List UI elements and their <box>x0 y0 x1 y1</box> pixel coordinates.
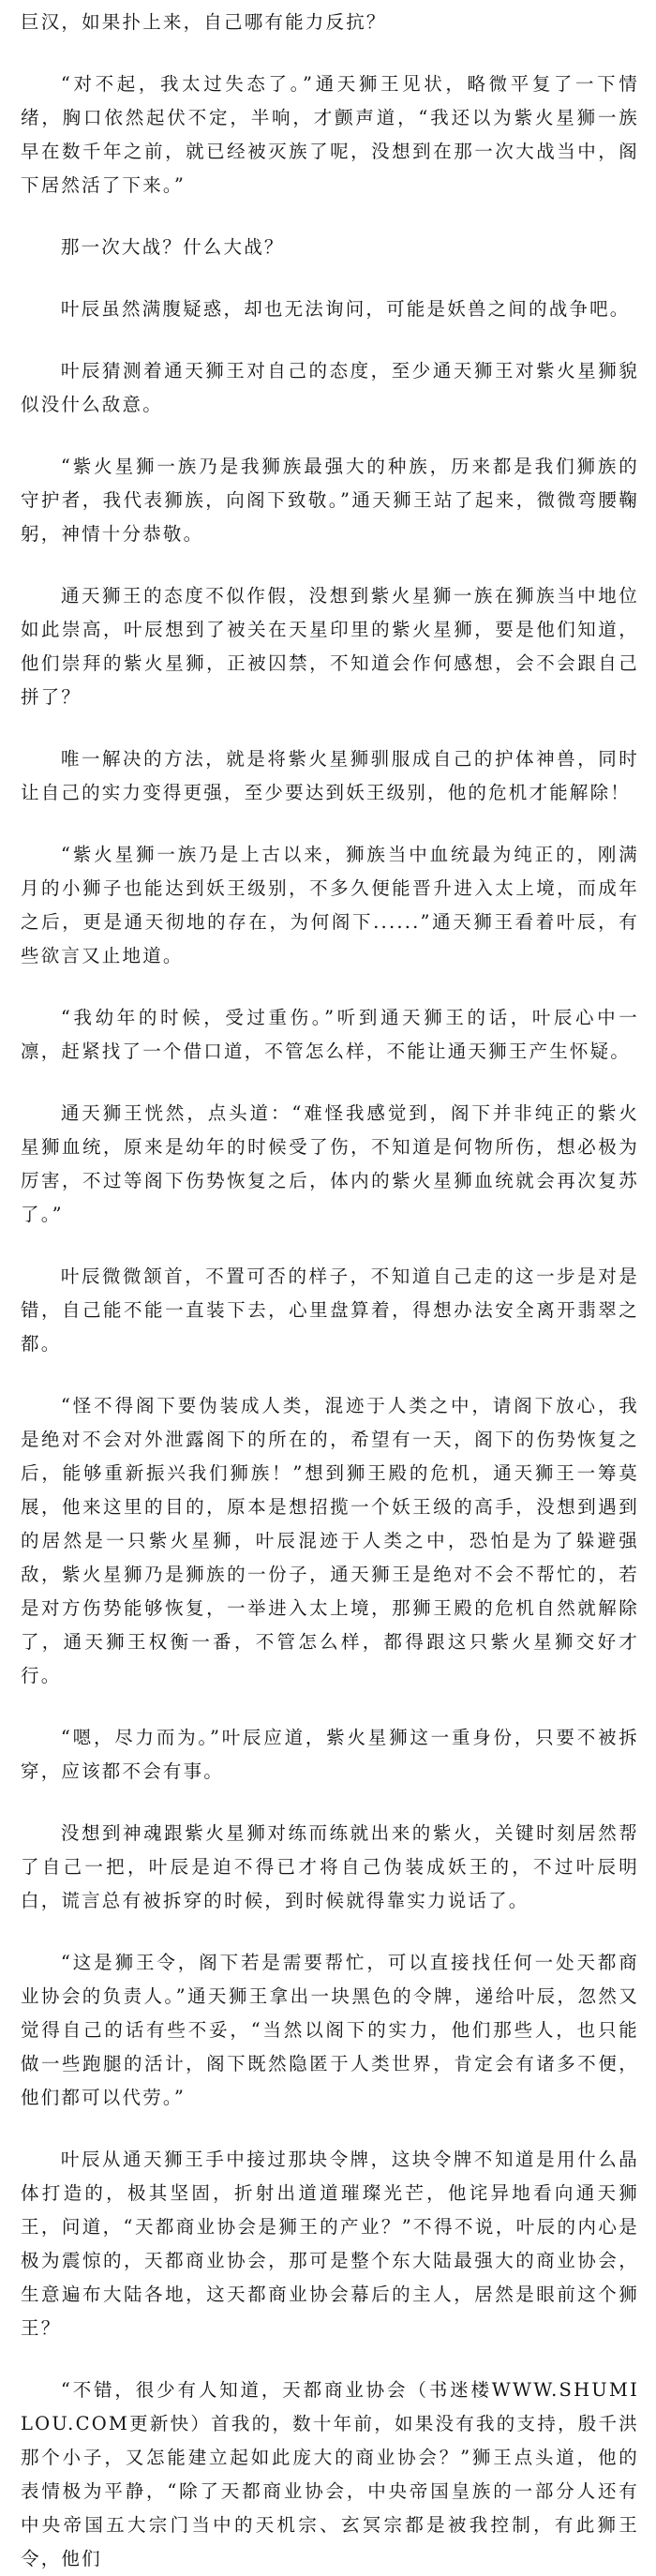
paragraph: “不错，很少有人知道，天都商业协会（书迷楼WWW.SHUMILOU.COM更新快）首我的，数十年前，如果没有我的支持，殷千洪那个小子，又怎能建立起如此庞大的商业协会？”狮王点头道，他的表情极为平静，“除了天都商业协会，中央帝国皇族的一部分人还有中央帝国五大宗门当中的天机宗、玄冥宗都是被我控制，有此狮王令，他们 <box>21 2379 639 2569</box>
paragraph: “对不起，我太过失态了。”通天狮王见状，略微平复了一下情绪，胸口依然起伏不定，半响，才颤声道，“我还以为紫火星狮一族早在数千年之前，就已经被灭族了呢，没想到在那一次大战当中，阁下居然活了下来。” <box>21 73 639 196</box>
paragraph-gap <box>21 1918 639 1946</box>
paragraph-gap <box>21 714 639 742</box>
paragraph: 通天狮王恍然，点头道：“难怪我感觉到，阁下并非纯正的紫火星狮血统，原来是幼年的时候受了伤，不知道是何物所伤，想必极为厉害，不过等阁下伤势恢复之后，体内的紫火星狮血统就会再次复苏了。” <box>21 1102 639 1225</box>
paragraph-gap <box>21 973 639 1001</box>
paragraph-gap <box>21 1361 639 1389</box>
paragraph-gap <box>21 2345 639 2374</box>
paragraph: 叶辰猜测着通天狮王对自己的态度，至少通天狮王对紫火星狮貌似没什么敌意。 <box>21 360 639 415</box>
paragraph: 唯一解决的方法，就是将紫火星狮驯服成自己的护体神兽，同时让自己的实力变得更强，至少要达到妖王级别，他的危机才能解除！ <box>21 748 639 803</box>
paragraph: “嗯，尽力而为。”叶辰应道，紫火星狮这一重身份，只要不被拆穿，应该都不会有事。 <box>21 1727 639 1782</box>
paragraph-gap <box>21 39 639 67</box>
paragraph: 没想到神魂跟紫火星狮对练而练就出来的紫火，关键时刻居然帮了自己一把，叶辰是迫不得已才将自己伪装成妖王的，不过叶辰明白，谎言总有被拆穿的时候，到时候就得靠实力说话了。 <box>21 1822 639 1911</box>
paragraph: 通天狮王的态度不似作假，没想到紫火星狮一族在狮族当中地位如此崇高，叶辰想到了被关在天星印里的紫火星狮，要是他们知道，他们崇拜的紫火星狮，正被囚禁，不知道会作何感想，会不会跟自己拼了？ <box>21 585 639 708</box>
paragraph: 那一次大战？什么大战？ <box>60 236 285 258</box>
paragraph-gap <box>21 1069 639 1097</box>
paragraph-gap <box>21 810 639 838</box>
paragraph-gap <box>21 326 639 354</box>
paragraph: 叶辰虽然满腹疑惑，却也无法询问，可能是妖兽之间的战争吧。 <box>60 298 631 320</box>
paragraph: “我幼年的时候，受过重伤。”听到通天狮王的话，叶辰心中一凛，赶紧找了一个借口道，不管怎么样，不能让通天狮王产生怀疑。 <box>21 1007 639 1062</box>
paragraph-gap <box>21 2115 639 2143</box>
paragraph: 叶辰微微颔首，不置可否的样子，不知道自己走的这一步是对是错，自己能不能一直装下去，心里盘算着，得想办法安全离开翡翠之都。 <box>21 1266 639 1355</box>
paragraph: “紫火星狮一族乃是上古以来，狮族当中血统最为纯正的，刚满月的小狮子也能达到妖王级别，不多久便能晋升进入太上境，而成年之后，更是通天彻地的存在，为何阁下......”通天狮王看着叶辰，有些欲言又止地道。 <box>21 844 639 966</box>
paragraph: “这是狮王令，阁下若是需要帮忙，可以直接找任何一处天都商业协会的负责人。”通天狮王拿出一块黑色的令牌，递给叶辰，忽然又觉得自己的话有些不妥，“当然以阁下的实力，他们那些人，也只能做一些跑腿的活计，阁下既然隐匿于人类世界，肯定会有诸多不便，他们都可以代劳。” <box>21 1952 639 2108</box>
paragraph-gap <box>21 1693 639 1721</box>
paragraph: “怪不得阁下要伪装成人类，混迹于人类之中，请阁下放心，我是绝对不会对外泄露阁下的所在的，希望有一天，阁下的伤势恢复之后，能够重新振兴我们狮族！”想到狮王殿的危机，通天狮王一筹莫展，他来这里的目的，原本是想招揽一个妖王级的高手，没想到遇到的居然是一只紫火星狮，叶辰混迹于人类之中，恐怕是为了躲避强敌，紫火星狮乃是狮族的一份子，通天狮王是绝对不会不帮忙的，若是对方伤势能够恢复，一举进入太上境，那狮王殿的危机自然就解除了，通天狮王权衡一番，不管怎么样，都得跟这只紫火星狮交好才行。 <box>21 1395 639 1686</box>
paragraph: 巨汉，如果扑上来，自己哪有能力反抗？ <box>21 11 387 33</box>
paragraph-gap <box>21 264 639 292</box>
paragraph-gap <box>21 1789 639 1817</box>
paragraph-gap <box>21 1232 639 1260</box>
paragraph-gap <box>21 551 639 579</box>
paragraph: 叶辰从通天狮王手中接过那块令牌，这块令牌不知道是用什么晶体打造的，极其坚固，折射出道道璀璨光芒，他诧异地看向通天狮王，问道，“天都商业协会是狮王的产业？”不得不说，叶辰的内心是极为震惊的，天都商业协会，那可是整个东大陆最强大的商业协会，生意遍布大陆各地，这天都商业协会幕后的主人，居然是眼前这个狮王？ <box>21 2149 639 2339</box>
paragraph: “紫火星狮一族乃是我狮族最强大的种族，历来都是我们狮族的守护者，我代表狮族，向阁下致敬。”通天狮王站了起来，微微弯腰鞠躬，神情十分恭敬。 <box>21 456 639 545</box>
paragraph-gap <box>21 422 639 450</box>
paragraph-gap <box>21 202 639 231</box>
